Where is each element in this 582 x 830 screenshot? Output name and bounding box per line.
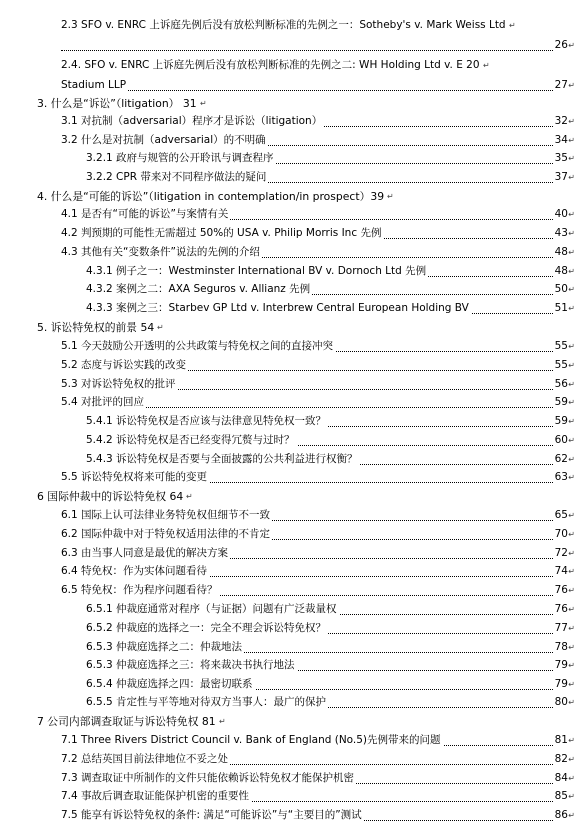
paragraph-mark-icon: ↵ (568, 267, 575, 276)
toc-entry-title: 5.5 诉讼特免权将来可能的变更 (61, 471, 208, 483)
toc-entry-title: 4. 什么是“可能的诉讼”（litigation in contemplation/in prospect）39 (37, 190, 385, 203)
toc-entry[interactable] (86, 640, 575, 656)
toc-entry[interactable] (86, 621, 575, 637)
toc-page-number: 78 (554, 641, 568, 653)
toc-entry[interactable] (37, 96, 575, 112)
toc-page-number: 84 (554, 772, 568, 784)
toc-entry-title: 6.1 国际上认可法律业务特免权但细节不一致 (61, 509, 271, 521)
paragraph-mark-icon: ↵ (568, 81, 575, 90)
paragraph-mark-icon: ↵ (568, 285, 575, 294)
toc-page-number: 63 (554, 471, 568, 483)
paragraph-mark-icon: ↵ (568, 136, 575, 145)
toc-entry-title: 5. 诉讼特免权的前景 54 (37, 321, 155, 334)
paragraph-mark-icon: ↵ (568, 549, 575, 558)
toc-page-number: 50 (554, 283, 568, 295)
toc-entry[interactable] (86, 677, 575, 693)
paragraph-mark-icon: ↵ (568, 398, 575, 407)
toc-page-number: 34 (554, 134, 568, 146)
toc-page-number: 85 (554, 790, 568, 802)
toc-entry-title: 6.5.3 仲裁庭选择之三：将来裁决书执行地法 (86, 659, 295, 671)
toc-entry-title: 2.4. SFO v. ENRC 上诉庭先例后没有放松判断标准的先例之二: WH Holding Ltd v. E 20 (61, 59, 480, 71)
toc-page-number: 86 (554, 809, 568, 821)
toc-entry-title: 6.5.4 仲裁庭选择之四：最密切联系 (86, 678, 253, 690)
toc-entry[interactable] (61, 564, 575, 580)
toc-entry[interactable] (86, 452, 575, 468)
toc-page-number: 76 (554, 603, 568, 615)
toc-entry-title: 6.2 国际仲裁中对于特免权适用法律的不肯定 (61, 528, 271, 540)
paragraph-mark-icon: ↵ (568, 473, 575, 482)
toc-entry[interactable] (86, 264, 575, 280)
toc-page-number: 81 (554, 734, 568, 746)
toc-entry[interactable] (61, 808, 575, 824)
toc-entry-title: 4.2 判预期的可能性无需超过 50%的 USA v. Philip Morris Inc 先例 (61, 227, 382, 239)
toc-entry-title: 5.1 今天鼓励公开透明的公共政策与特免权之间的直接冲突 (61, 340, 334, 352)
toc-entry[interactable] (86, 658, 575, 674)
paragraph-mark-icon: ↵ (483, 61, 490, 70)
toc-entry-title: 5.2 态度与诉讼实践的改变 (61, 359, 187, 371)
paragraph-mark-icon: ↵ (186, 492, 193, 501)
toc-entry[interactable] (61, 546, 575, 562)
paragraph-mark-icon: ↵ (568, 41, 575, 50)
paragraph-mark-icon: ↵ (568, 661, 575, 670)
toc-entry-title: 6.5.5 肯定性与平等地对待双方当事人：最广的保护 (86, 696, 327, 708)
toc-entry[interactable] (61, 133, 575, 149)
toc-entry[interactable] (86, 602, 575, 618)
toc-entry[interactable] (86, 695, 575, 711)
toc-page-number: 70 (554, 528, 568, 540)
toc-entry[interactable] (61, 527, 575, 543)
toc-entry-title: 3.2.1 政府与规管的公开聆讯与调查程序 (86, 152, 274, 164)
toc-entry[interactable] (86, 433, 575, 449)
dot-leader (61, 90, 557, 91)
toc-entry-title: 7.1 Three Rivers District Council v. Bank of England (No.5)先例带来的问题 (61, 734, 441, 746)
toc-entry-title: 4.1 是否有“可能的诉讼”与案情有关 (61, 208, 229, 220)
toc-page-number: 35 (554, 152, 568, 164)
toc-entry-title: 5.4.3 诉讼特免权是否要与全面披露的公共利益进行权衡？ (86, 453, 358, 465)
paragraph-mark-icon: ↵ (568, 361, 575, 370)
toc-page-number: 48 (554, 265, 568, 277)
toc-entry[interactable] (86, 301, 575, 317)
paragraph-mark-icon: ↵ (568, 154, 575, 163)
paragraph-mark-icon: ↵ (568, 605, 575, 614)
toc-page-number: 65 (554, 509, 568, 521)
paragraph-mark-icon: ↵ (509, 21, 516, 30)
toc-entry[interactable] (61, 395, 575, 411)
toc-entry[interactable] (61, 733, 575, 749)
toc-page-number: 37 (554, 171, 568, 183)
toc-entry-title: 5.4.2 诉讼特免权是否已经变得冗赘与过时？ (86, 434, 295, 446)
toc-entry[interactable] (61, 58, 575, 74)
toc-entry-title: 6.5.1 仲裁庭通常对程序（与证据）问题有广泛裁量权 (86, 603, 337, 615)
paragraph-mark-icon: ↵ (568, 417, 575, 426)
toc-page-number: 26 (554, 39, 568, 51)
toc-entry-title: 3.2.2 CPR 带来对不同程序做法的疑问 (86, 171, 267, 183)
toc-entry-title: 5.4 对批评的回应 (61, 396, 145, 408)
toc-entry[interactable] (37, 489, 575, 505)
toc-entry-title: 6.5.2 仲裁庭的选择之一：完全不理会诉讼特免权？ (86, 622, 327, 634)
toc-page-number: 79 (554, 659, 568, 671)
toc-entry-title: 6.4 特免权：作为实体问题看待 (61, 565, 208, 577)
toc-entry[interactable] (37, 320, 575, 336)
toc-entry-title: 2.3 SFO v. ENRC 上诉庭先例后没有放松判断标准的先例之一：Sotheby's v. Mark Weiss Ltd (61, 19, 506, 31)
toc-page-number: 40 (554, 208, 568, 220)
toc-entry-title: 7.5 能享有诉讼特免权的条件: 满足“可能诉讼”与“主要目的”测试 (61, 809, 362, 821)
toc-entry-title: 4.3.1 例子之一：Westminster International BV v. Dornoch Ltd 先例 (86, 265, 427, 277)
toc-entry-title: 3.1 对抗制（adversarial）程序才是诉讼（litigation） (61, 115, 323, 127)
toc-page-number: 74 (554, 565, 568, 577)
toc-entry-title: 7.3 调查取证中所制作的文件只能依赖诉讼特免权才能保护机密 (61, 772, 355, 784)
toc-entry[interactable] (37, 189, 575, 205)
toc-entry[interactable] (86, 170, 575, 186)
toc-page-number: 43 (554, 227, 568, 239)
toc-entry-title: 6 国际仲裁中的诉讼特免权 64 (37, 490, 184, 503)
paragraph-mark-icon: ↵ (568, 455, 575, 464)
toc-page-number: 60 (554, 434, 568, 446)
toc-page-number: 59 (554, 415, 568, 427)
toc-page-number: 32 (554, 115, 568, 127)
toc-entry-title: 6.3 由当事人同意是最优的解决方案 (61, 547, 229, 559)
toc-entry-title: 5.4.1 诉讼特免权是否应该与法律意见特免权一致？ (86, 415, 327, 427)
toc-entry[interactable] (86, 151, 575, 167)
toc-entry[interactable] (61, 771, 575, 787)
toc-entry-title: 7.2 总结英国目前法律地位不妥之处 (61, 753, 229, 765)
toc-page-number: 79 (554, 678, 568, 690)
paragraph-mark-icon: ↵ (157, 323, 164, 332)
paragraph-mark-icon: ↵ (568, 511, 575, 520)
paragraph-mark-icon: ↵ (387, 192, 394, 201)
paragraph-mark-icon: ↵ (568, 792, 575, 801)
paragraph-mark-icon: ↵ (568, 643, 575, 652)
toc-entry-title: 4.3.2 案例之二：AXA Seguros v. Allianz 先例 (86, 283, 311, 295)
toc-entry-title: 5.3 对诉讼特免权的批评 (61, 378, 176, 390)
toc-page-number: 55 (554, 340, 568, 352)
toc-entry-title: 6.5 特免权：作为程序问题看待？ (61, 584, 218, 596)
toc-entry[interactable] (37, 714, 575, 730)
toc-entry-title: 4.3 其他有关“变数条件”说法的先例的介绍 (61, 246, 260, 258)
toc-entry[interactable] (61, 470, 575, 486)
paragraph-mark-icon: ↵ (568, 380, 575, 389)
toc-page-number: 51 (554, 302, 568, 314)
toc-entry-title: 7.4 事故后调查取证能保护机密的重要性 (61, 790, 250, 802)
toc-page-number: 48 (554, 246, 568, 258)
paragraph-mark-icon: ↵ (568, 248, 575, 257)
toc-entry[interactable] (61, 38, 575, 54)
toc-page-number: 62 (554, 453, 568, 465)
paragraph-mark-icon: ↵ (568, 698, 575, 707)
toc-entry[interactable] (61, 358, 575, 374)
toc-entry[interactable] (61, 18, 575, 34)
toc-page-number: 56 (554, 378, 568, 390)
paragraph-mark-icon: ↵ (568, 811, 575, 820)
toc-entry[interactable] (61, 377, 575, 393)
toc-entry[interactable] (61, 245, 575, 261)
toc-page-number: 82 (554, 753, 568, 765)
toc-page-number: 59 (554, 396, 568, 408)
toc-entry[interactable] (86, 414, 575, 430)
toc-page-number: 80 (554, 696, 568, 708)
toc-page-number: 76 (554, 584, 568, 596)
toc-entry-title: Stadium LLP (61, 79, 127, 91)
toc-entry[interactable] (61, 508, 575, 524)
toc-entry[interactable] (61, 207, 575, 223)
toc-entry[interactable] (61, 226, 575, 242)
toc-page-number: 72 (554, 547, 568, 559)
toc-entry[interactable] (61, 114, 575, 130)
paragraph-mark-icon: ↵ (568, 567, 575, 576)
toc-page-number: 77 (554, 622, 568, 634)
toc-page-number: 55 (554, 359, 568, 371)
paragraph-mark-icon: ↵ (568, 304, 575, 313)
toc-entry[interactable] (61, 752, 575, 768)
paragraph-mark-icon: ↵ (568, 173, 575, 182)
toc-entry-title: 7 公司内部调查取证与诉讼特免权 81 (37, 715, 216, 728)
paragraph-mark-icon: ↵ (568, 680, 575, 689)
paragraph-mark-icon: ↵ (568, 229, 575, 238)
toc-entry[interactable] (61, 789, 575, 805)
toc-entry-title: 3.2 什么是对抗制（adversarial）的不明确 (61, 134, 266, 146)
toc-page-number: 27 (554, 79, 568, 91)
paragraph-mark-icon: ↵ (568, 736, 575, 745)
paragraph-mark-icon: ↵ (568, 436, 575, 445)
paragraph-mark-icon: ↵ (200, 99, 207, 108)
toc-entry[interactable] (61, 78, 575, 94)
paragraph-mark-icon: ↵ (568, 586, 575, 595)
toc-entry-title: 3. 什么是“诉讼”（litigation） 31 (37, 97, 197, 110)
paragraph-mark-icon: ↵ (568, 530, 575, 539)
toc-entry-title: 4.3.3 案例之三：Starbev GP Ltd v. Interbrew Central European Holding BV (86, 302, 469, 314)
paragraph-mark-icon: ↵ (219, 717, 226, 726)
paragraph-mark-icon: ↵ (568, 342, 575, 351)
paragraph-mark-icon: ↵ (568, 755, 575, 764)
toc-entry[interactable] (61, 583, 575, 599)
paragraph-mark-icon: ↵ (568, 210, 575, 219)
toc-entry[interactable] (61, 339, 575, 355)
toc-entry-title: 6.5.3 仲裁庭选择之二：仲裁地法 (86, 641, 243, 653)
toc-entry[interactable] (86, 282, 575, 298)
dot-leader (61, 50, 557, 51)
paragraph-mark-icon: ↵ (568, 774, 575, 783)
paragraph-mark-icon: ↵ (568, 624, 575, 633)
paragraph-mark-icon: ↵ (568, 117, 575, 126)
